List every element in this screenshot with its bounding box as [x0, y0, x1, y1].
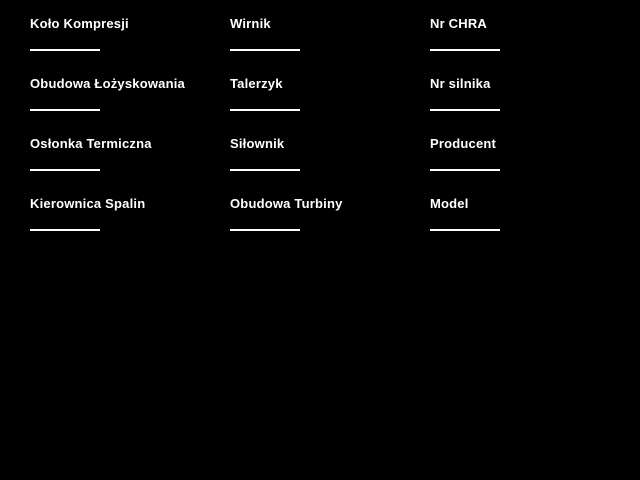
- field-value[interactable]: [430, 152, 630, 169]
- field-kierownica-spalin: [30, 196, 230, 256]
- field-value[interactable]: [30, 212, 230, 229]
- field-obudowa-lozyskowania: [30, 76, 230, 136]
- field-kolo-kompresji: [30, 16, 230, 76]
- field-label: Nr silnika: [430, 76, 491, 91]
- field-label: Koło Kompresji: [30, 16, 129, 31]
- field-wirnik: [230, 16, 430, 76]
- text-input-underline[interactable]: [430, 49, 500, 51]
- field-label: Obudowa Łożyskowania: [30, 76, 185, 91]
- field-label: Osłonka Termiczna: [30, 136, 152, 151]
- field-nr-silnika: [430, 76, 630, 136]
- field-value[interactable]: [30, 92, 230, 109]
- field-value[interactable]: [230, 32, 430, 49]
- field-label: Wirnik: [230, 16, 271, 31]
- field-value[interactable]: [30, 32, 230, 49]
- field-label: Producent: [430, 136, 497, 151]
- field-value[interactable]: [230, 92, 430, 109]
- field-producent: [430, 136, 630, 196]
- text-input-underline[interactable]: [430, 109, 500, 111]
- text-input-underline[interactable]: [430, 229, 500, 231]
- text-input-underline[interactable]: [30, 49, 100, 51]
- field-nr-chra: [430, 16, 630, 76]
- field-talerzyk: [230, 76, 430, 136]
- parts-form-grid: [30, 16, 630, 256]
- field-value[interactable]: [30, 152, 230, 169]
- text-input-underline[interactable]: [230, 109, 300, 111]
- field-value[interactable]: [230, 212, 430, 229]
- field-silownik: [230, 136, 430, 196]
- field-model: [430, 196, 630, 256]
- field-oslonka-termiczna: [30, 136, 230, 196]
- text-input-underline[interactable]: [30, 109, 100, 111]
- field-value[interactable]: [430, 32, 630, 49]
- text-input-underline[interactable]: [430, 169, 500, 171]
- text-input-underline[interactable]: [230, 229, 300, 231]
- field-label: Talerzyk: [230, 76, 283, 91]
- field-obudowa-turbiny: [230, 196, 430, 256]
- field-label: Siłownik: [230, 136, 285, 151]
- field-label: Nr CHRA: [430, 16, 488, 31]
- field-value[interactable]: [430, 92, 630, 109]
- text-input-underline[interactable]: [30, 229, 100, 231]
- field-label: Kierownica Spalin: [30, 196, 146, 211]
- field-label: Model: [430, 196, 469, 211]
- field-value[interactable]: [430, 212, 630, 229]
- text-input-underline[interactable]: [230, 49, 300, 51]
- text-input-underline[interactable]: [30, 169, 100, 171]
- field-label: Obudowa Turbiny: [230, 196, 343, 211]
- field-value[interactable]: [230, 152, 430, 169]
- text-input-underline[interactable]: [230, 169, 300, 171]
